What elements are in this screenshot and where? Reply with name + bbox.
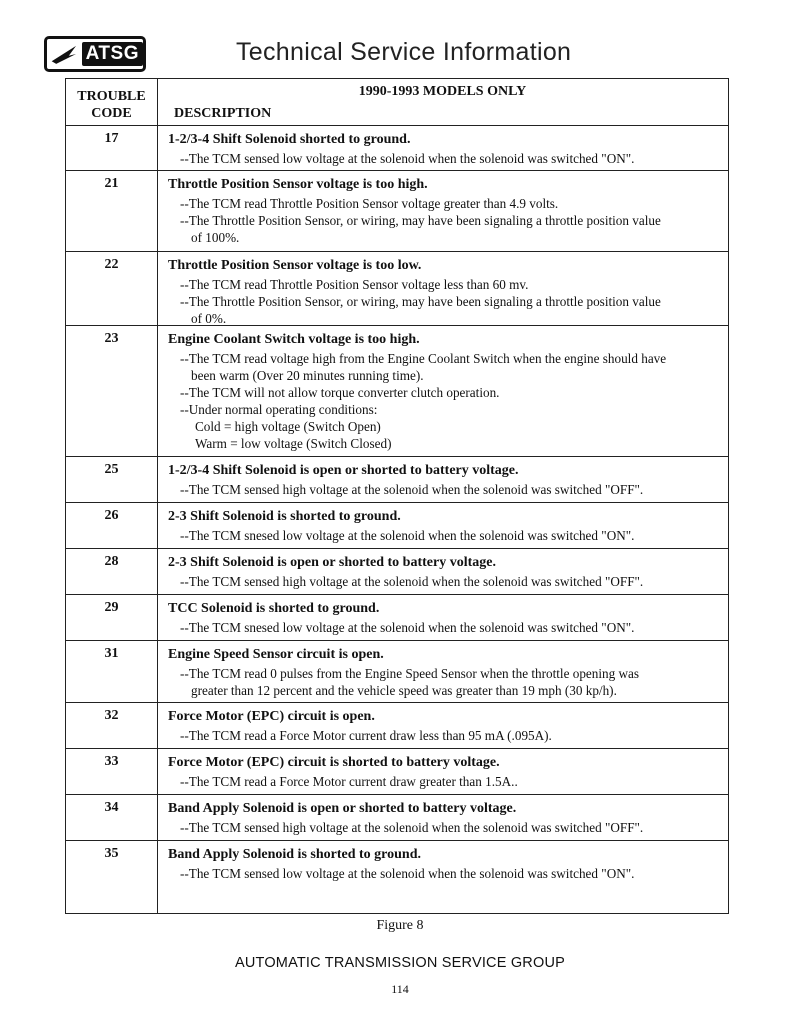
table-row <box>168 799 726 836</box>
code-title: 2-3 Shift Solenoid is open or shorted to battery voltage. <box>168 555 496 570</box>
table-row <box>168 330 726 452</box>
code-title: Engine Coolant Switch voltage is too high. <box>168 332 420 347</box>
row-divider <box>66 502 728 503</box>
trouble-code: 34 <box>104 800 119 815</box>
page-title: Technical Service Information <box>236 38 572 66</box>
description-line: --The TCM sensed high voltage at the solenoid when the solenoid was switched "OFF". <box>180 482 644 497</box>
column-divider <box>157 79 158 913</box>
table-row <box>168 707 726 744</box>
description-line: been warm (Over 20 minutes running time). <box>191 368 424 383</box>
row-divider <box>66 325 728 326</box>
code-title: Engine Speed Sensor circuit is open. <box>168 647 384 662</box>
description-line: --The TCM read Throttle Position Sensor voltage greater than 4.9 volts. <box>180 196 559 211</box>
trouble-code: 23 <box>104 331 119 346</box>
description-line: --The TCM sensed high voltage at the solenoid when the solenoid was switched "OFF". <box>180 820 644 835</box>
description-line: --Under normal operating conditions: <box>180 402 378 417</box>
row-divider <box>66 170 728 171</box>
description-line: --The TCM read a Force Motor current draw greater than 1.5A.. <box>180 774 518 789</box>
description-line: --The TCM read voltage high from the Engine Coolant Switch when the engine should have <box>180 351 667 366</box>
trouble-code: 26 <box>104 508 119 523</box>
code-title: Throttle Position Sensor voltage is too high. <box>168 177 428 192</box>
code-title: Throttle Position Sensor voltage is too low. <box>168 258 422 273</box>
trouble-code: 33 <box>104 754 119 769</box>
bird-logo-icon <box>49 40 80 68</box>
description-line: --The Throttle Position Sensor, or wiring, may have been signaling a throttle position value <box>180 294 661 309</box>
description-line: Warm = low voltage (Switch Closed) <box>195 436 392 451</box>
description-line: greater than 12 percent and the vehicle speed was greater than 19 mph (30 kp/h). <box>191 683 617 698</box>
code-title: 1-2/3-4 Shift Solenoid shorted to ground. <box>168 132 411 147</box>
trouble-code: 17 <box>104 131 119 146</box>
code-title: Band Apply Solenoid is shorted to ground. <box>168 847 421 862</box>
trouble-code: 22 <box>104 257 119 272</box>
table-row <box>168 599 726 636</box>
trouble-code: 21 <box>104 176 119 191</box>
description-line: --The TCM read a Force Motor current draw less than 95 mA (.095A). <box>180 728 552 743</box>
description-line: --The TCM sensed low voltage at the solenoid when the solenoid was switched "ON". <box>180 151 635 166</box>
table-row <box>168 753 726 790</box>
trouble-code: 25 <box>104 462 119 477</box>
logo-text: ATSG <box>82 42 143 66</box>
trouble-code-table <box>65 78 729 914</box>
page-number: 114 <box>391 982 409 996</box>
code-title: TCC Solenoid is shorted to ground. <box>168 601 380 616</box>
header-description: DESCRIPTION <box>174 106 272 121</box>
description-line: Cold = high voltage (Switch Open) <box>195 419 381 434</box>
table-row <box>168 175 726 246</box>
trouble-code: 29 <box>104 600 119 615</box>
description-line: of 100%. <box>191 230 240 245</box>
row-divider <box>66 640 728 641</box>
table-row <box>168 845 726 882</box>
figure-caption: Figure 8 <box>376 918 424 933</box>
row-divider <box>66 748 728 749</box>
table-row <box>168 507 726 544</box>
row-divider <box>66 125 728 126</box>
trouble-code: 28 <box>104 554 119 569</box>
description-line: --The TCM read Throttle Position Sensor voltage less than 60 mv. <box>180 277 529 292</box>
code-title: Force Motor (EPC) circuit is open. <box>168 709 375 724</box>
atsg-logo <box>44 36 146 72</box>
description-line: of 0%. <box>191 311 227 326</box>
row-divider <box>66 594 728 595</box>
trouble-code: 31 <box>104 646 119 661</box>
description-line: --The TCM read 0 pulses from the Engine Speed Sensor when the throttle opening was <box>180 666 640 681</box>
description-line: --The Throttle Position Sensor, or wiring, may have been signaling a throttle position value <box>180 213 661 228</box>
table-row <box>168 130 726 167</box>
trouble-code: 35 <box>104 846 119 861</box>
code-title: 2-3 Shift Solenoid is shorted to ground. <box>168 509 401 524</box>
row-divider <box>66 456 728 457</box>
description-line: --The TCM sensed low voltage at the solenoid when the solenoid was switched "ON". <box>180 866 635 881</box>
code-title: 1-2/3-4 Shift Solenoid is open or shorted to battery voltage. <box>168 463 519 478</box>
table-row <box>168 645 726 699</box>
description-line: --The TCM will not allow torque converter clutch operation. <box>180 385 500 400</box>
header-trouble-code: TROUBLE CODE <box>77 89 146 121</box>
row-divider <box>66 548 728 549</box>
description-line: --The TCM sensed high voltage at the solenoid when the solenoid was switched "OFF". <box>180 574 644 589</box>
trouble-code: 32 <box>104 708 119 723</box>
table-row <box>168 461 726 498</box>
code-title: Band Apply Solenoid is open or shorted to battery voltage. <box>168 801 517 816</box>
table-row <box>168 553 726 590</box>
code-title: Force Motor (EPC) circuit is shorted to battery voltage. <box>168 755 500 770</box>
row-divider <box>66 794 728 795</box>
row-divider <box>66 251 728 252</box>
description-line: --The TCM snesed low voltage at the solenoid when the solenoid was switched "ON". <box>180 620 635 635</box>
row-divider <box>66 702 728 703</box>
footer-org: AUTOMATIC TRANSMISSION SERVICE GROUP <box>234 955 565 971</box>
header-models: 1990-1993 MODELS ONLY <box>358 84 527 99</box>
description-line: --The TCM snesed low voltage at the solenoid when the solenoid was switched "ON". <box>180 528 635 543</box>
row-divider <box>66 840 728 841</box>
table-row <box>168 256 726 327</box>
